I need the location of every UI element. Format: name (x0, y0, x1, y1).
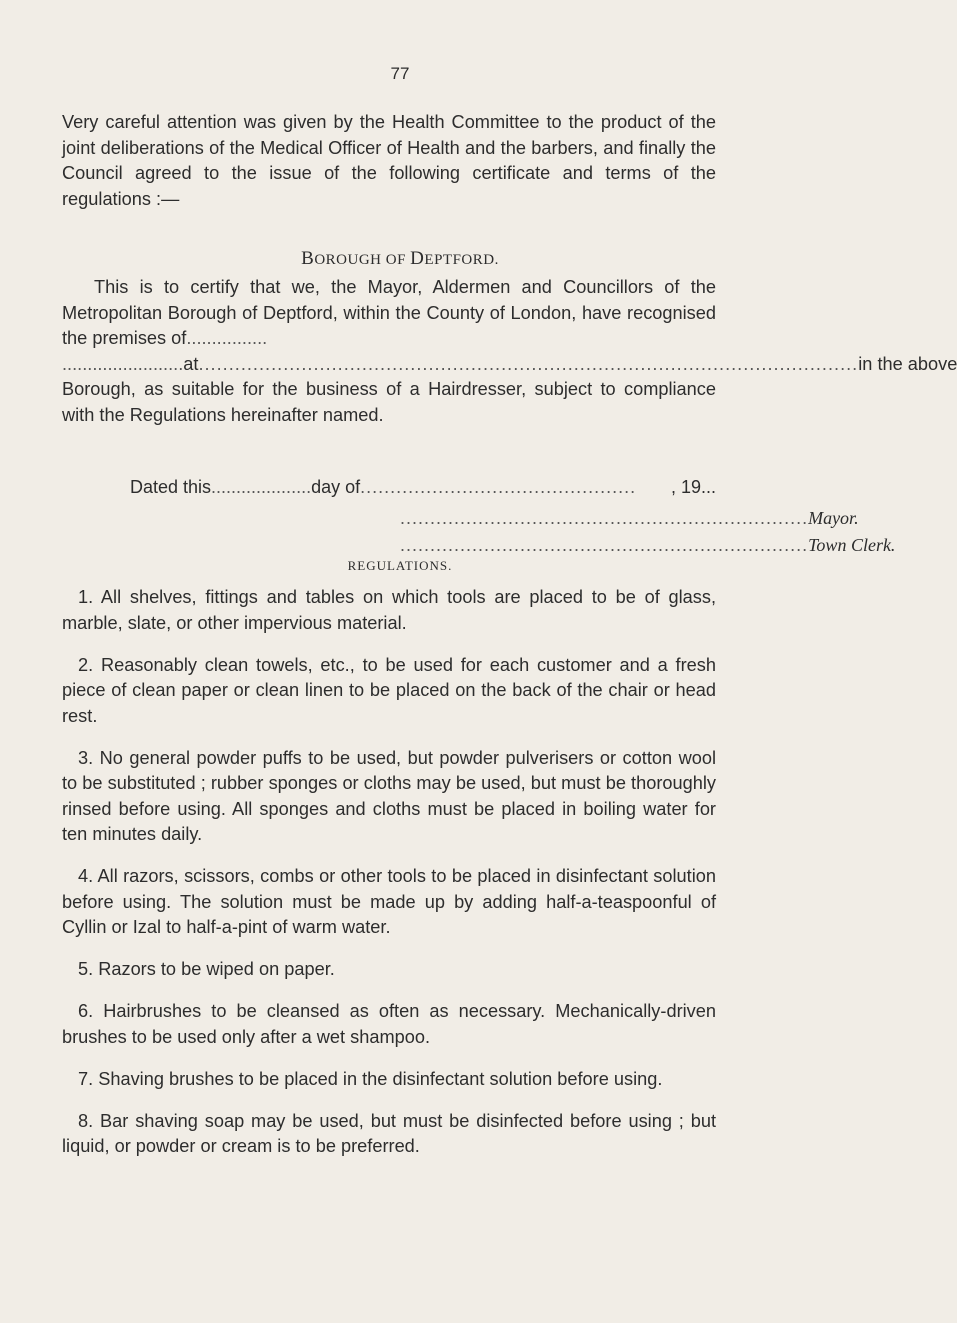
regulation-item: 4. All razors, scissors, combs or other tools to be placed in disinfectant solution before using. The solution must be made up by adding half-a-teaspoonful of Cyllin or Izal to half-a-pint of warm water. (62, 866, 716, 937)
in-above-text: in the above (858, 353, 957, 374)
regulations-list (62, 585, 716, 1176)
regulation-item: 2. Reasonably clean towels, etc., to be used for each customer and a fresh piece of clean paper or clean linen to be placed on the back of the chair or head rest. (62, 654, 716, 726)
town-clerk-label: Town Clerk. (808, 535, 896, 555)
page-number: 77 (390, 64, 410, 83)
certificate-body (62, 275, 957, 428)
blank-dots: .................... (211, 477, 312, 497)
town-clerk-signature-line (400, 535, 896, 556)
at-word: at (183, 353, 199, 374)
regulation-item: 5. Razors to be wiped on paper. (78, 959, 335, 979)
certificate-text-1: This is to certify that we, the Mayor, Aldermen and Councillors of the Metropolitan Borough of Deptford, within the County of London, have recognised the premises of (62, 277, 716, 348)
regulations-heading: REGULATIONS. (347, 558, 453, 573)
address-fill-line (62, 352, 957, 378)
regulation-item: 8. Bar shaving soap may be used, but must be disinfected before using ; but liquid, or powder or cream is to be preferred. (62, 1110, 716, 1156)
regulation-item: 1. All shelves, fittings and tables on which tools are placed to be of glass, marble, slate, or other impervious material. (62, 587, 716, 633)
heading-smallcaps-1: OROUGH OF (314, 252, 411, 268)
premises-fill-line: ................ (186, 328, 268, 348)
mayor-label: Mayor. (808, 508, 859, 528)
heading-initial-d: D (410, 248, 425, 269)
day-of-text: day of (311, 477, 361, 497)
regulation-item: 7. Shaving brushes to be placed in the disinfectant solution before using. (78, 1068, 663, 1089)
intro-paragraph: Very careful attention was given by the Health Committee to the product of the joint deliberations of the Medical Officer of Health and the barbers, and finally the Council agreed to the issue of the following certificate and terms of the regulations :— (62, 112, 716, 209)
year-text: , 19... (670, 477, 716, 497)
dated-this-text: Dated this (130, 477, 212, 497)
certificate-para-2: Borough, as suitable for the business of a Hairdresser, subject to compliance with the Regulations hereinafter named. (62, 379, 716, 425)
heading-smallcaps-2: EPTFORD. (424, 252, 499, 268)
blank-dots: .................................................................... (400, 535, 809, 555)
blank-dots: ............................................................................................................. (198, 353, 859, 374)
blank-dots: .................................................................... (400, 508, 809, 528)
regulation-item: 3. No general powder puffs to be used, but powder pulverisers or cotton wool to be substituted ; rubber sponges or cloths may be used, but must be thoroughly rinsed before using. All sponges and cloths must be placed in boiling water for ten minutes daily. (62, 747, 716, 844)
blank-dots: ........................ (62, 353, 184, 374)
heading-initial-b: B (301, 248, 315, 269)
blank-dots: .............................................. (360, 477, 637, 497)
mayor-signature-line (400, 508, 859, 529)
regulation-item: 6. Hairbrushes to be cleansed as often as necessary. Mechanically-driven brushes to be used only after a wet shampoo. (62, 1001, 716, 1047)
dated-line (130, 477, 716, 498)
certificate-heading (0, 248, 800, 270)
certificate-para-1 (62, 275, 716, 352)
